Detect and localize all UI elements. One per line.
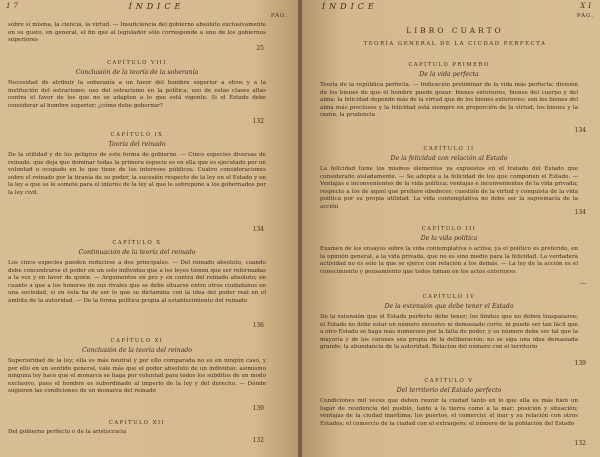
left-ch9-entry	[8, 132, 266, 198]
right-ch5-title: Del territorio del Estado perfecto	[396, 387, 502, 394]
right-ch3-entry	[320, 226, 578, 276]
right-ch2-title: De la felicidad con relación al Estado	[390, 155, 508, 162]
left-ch12-entry	[8, 420, 266, 437]
right-book-subtitle: TEORÍA GENERAL DE LA CIUDAD PERFECTA	[363, 41, 547, 47]
left-ch8-label: CAPÍTULO VIII	[107, 60, 167, 66]
left-ch12-label: CAPÍTULO XII	[108, 420, 166, 426]
left-ch8-title: Conclusión de la teoría de la soberanía	[75, 69, 199, 76]
left-ch9-text: De la utilidad y de los peligros de este forma de gobierno. — Cinco especies diversas de reinado, que deja que dominar todas la primera especie es en ella que es ejecutado por un voluntad o ocupado en lo que tiene de los intereses públicos. Cuatro consideraciones sobre el reinado por la tiranía de su poder, la sucesión respecto de la ley en el Estado y en la ley a que se le somete para el interés de la ley al que le sobrepone a los gobernados por la ley civil.	[8, 152, 266, 196]
right-book-heading	[320, 26, 590, 47]
right-page	[302, 0, 600, 457]
right-ch5-label: CAPÍTULO V	[424, 378, 474, 384]
left-ch11-title: Conclusión de la teoría del reinado	[82, 347, 192, 354]
left-ch11-page: 139	[252, 405, 264, 412]
right-ch2-text: La felicidad tiene los mismos elementos ya expuestos en el tratado del Estado que considerado aisladamente. — Se adopta a la felicidad de los que componen el Estado. — Ventajas e inconvenientes de la vida política; ventajas e inconvenientes de la vida privada; respecto a los de aquel que prefiere obedecer; cuestión de la virtud y conquista de la vida política por su propia utilidad. La vida contemplativa no debe ser la supremacía de la acción	[320, 166, 578, 210]
right-ch4-text: De la extensión que el Estado perfecto debe tener; los límites que no deben traspasarse; el Estado no debe estar en número excesivo ni demasiado corto, ni puede ser tan fácil que a otro Estado se haga más numeroso por la falta de poder, y su número debe ser tal que la mayoría y de los varones sea propia de la deliberación; no se siga una idea demasiada grande; la abundancia de la autoridad. Relación del número con el territorio	[320, 314, 578, 351]
right-ch4-label: CAPÍTULO IV	[422, 294, 476, 300]
left-ch9-label: CAPÍTULO IX	[110, 132, 164, 138]
left-running-head	[6, 2, 292, 11]
left-intro-text: sobre sí misma, la ciencia, la virtud. — Insuficiencia del gobierno absoluto exclusivamente en su gusto, en general, el fin que al legislador sólo corresponde a uno de los gobiernos superiores	[8, 22, 266, 44]
left-intro-page: 25	[256, 45, 264, 52]
right-ch2-entry	[320, 146, 578, 212]
right-ch1-page: 134	[574, 127, 586, 134]
left-folio: 17	[6, 2, 21, 10]
right-ch5-text: Condiciones mil veces que deben reunir la ciudad tanto en lo que ella es más bien un lugar de residencia del pueblo, tanto a la tierra como a la mar; posición y situación; ventajas de la ciudad marítima; los puertos, el comercio; el mar y su relación con otros Estados; el comercio de la ciudad con el extranjero; el número de la población del Estado	[320, 398, 578, 427]
right-ch5-page: 132	[574, 440, 586, 447]
right-ch4-title: De la extensión que debe tener el Estado	[384, 303, 514, 310]
left-ch11-label: CAPÍTULO XI	[110, 338, 164, 344]
right-running-head	[308, 2, 594, 11]
left-running-title: ÍNDICE	[128, 2, 185, 11]
right-folio: XI	[580, 2, 594, 10]
right-ch2-page: 134	[574, 209, 586, 216]
right-ch1-title: De la vida perfecta	[419, 71, 479, 78]
left-ch10-entry	[8, 240, 266, 306]
left-ch8-text: Necesidad de atribuir la soberanía a un favor del hombre superior a otros y a la institución del ostracismo; uso del ostracismo en la política; uso de estas clases altas contra el favor de los que no se adapten a lo que está vigente. Si el Estado debe considerar al hombre superior; ¿cómo debe gobernar?	[8, 80, 266, 109]
left-ch9-page: 134	[252, 226, 264, 233]
right-ch2-label: CAPÍTULO II	[423, 146, 475, 152]
right-ch3-label: CAPÍTULO III	[421, 226, 477, 232]
right-pag-label: PÁG.	[576, 13, 594, 19]
right-ch1-label: CAPÍTULO PRIMERO	[408, 62, 490, 68]
left-ch8-page: 132	[252, 118, 264, 125]
right-ch4-page: 139	[574, 360, 586, 367]
left-ch8-entry	[8, 60, 266, 110]
right-ch3-page: —	[580, 280, 586, 287]
left-intro-entry	[8, 22, 266, 45]
left-ch12-text: Del gobierno perfecto o de la aristocracia	[8, 429, 127, 435]
right-ch1-entry	[320, 62, 578, 120]
right-ch5-entry	[320, 378, 578, 428]
left-ch11-text: Superioridad de la ley; ella es más neutral y por ello comparada no es en ningún caso, y por ello en un sentido general, vale más que el poder absoluto de un individuo; asimismo ninguna ley hace que el monarca se haga por voluntad para todos los súbditos de un modo exclusivo, pues el hombre es subordinado al imperio de la ley y del derecho. — Dónde sugieren las condiciones de un monarca del reinado	[8, 358, 266, 395]
right-ch3-title: De la vida política	[420, 235, 478, 242]
right-ch4-entry	[320, 294, 578, 352]
left-ch12-page: 132	[252, 437, 264, 444]
left-ch10-title: Continuación de la teoría del reinado	[78, 249, 196, 256]
right-book-title: LIBRO CUARTO	[406, 26, 504, 35]
left-ch9-title: Teoría del reinado	[108, 141, 166, 148]
left-page	[0, 0, 298, 457]
left-pag-label: PÁG.	[270, 13, 288, 19]
left-ch10-text: Los cinco especies pueden reducirse a dos principales. — Del reinado absoluto, cuando debe concentrarse el poder en un solo individuo que a los leyes tienen que ser reformadas a la vez y en favor de quién. — Argumentos en pro y en contra del reinado absoluto; en cuanto a que a los honores de sus rivales que se debe situarse entre otros ciudadanos en una sociedad, si en ésta ha de ser lo que se dictamina con la idea del poder real en el ámbito de la autoridad. — De la forma política propia al establecimiento del reinado	[8, 260, 266, 304]
right-ch1-text: Teoría de la república perfecta. — Indicación preliminar de la vida más perfecta; división de los bienes de que el hombre puede gozar: bienes exteriores, bienes del cuerpo y del alma: la felicidad depende más de la virtud que de los bienes exteriores; son los bienes del alma más preciosos y la felicidad está siempre en proporción de la virtud; los bienes y la razón, la prudencia	[320, 82, 578, 119]
left-ch10-page: 136	[252, 322, 264, 329]
left-ch10-label: CAPÍTULO X	[112, 240, 162, 246]
left-ch11-entry	[8, 338, 266, 396]
right-running-title: ÍNDICE	[322, 2, 378, 11]
right-ch3-text: Examen de los ensayos sobre la vida contemplativa o activa; ya el político es preferido, en la opinión general, a la vida privada, que no es sino medio para la felicidad. La verdadera actividad no es solo la que se ejerce con relación a los demás. — La ley de la acción es el conocimiento y pensamiento que todos toman en los actos exteriores	[320, 246, 578, 275]
